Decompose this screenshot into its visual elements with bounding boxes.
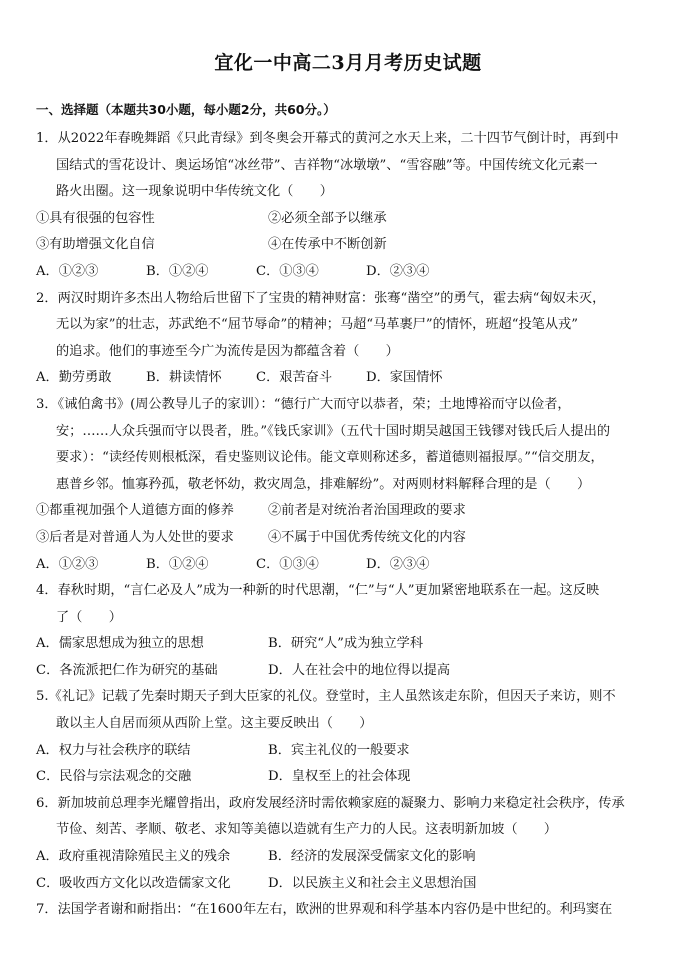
choice-c: C．①③④ [256,556,319,572]
choice-c: C．艰苦奋斗 [256,370,333,386]
question-7-line-1: 7．法国学者谢和耐指出：“在1600年左右，欧洲的世界观和科学基本内容仍是中世纪的。利玛窦在 [36,902,613,918]
statement-2: ②前者是对统治者治国理政的要求 [268,503,466,519]
choice-c: C．民俗与宗法观念的交融 [36,769,192,785]
choice-d: D．②③④ [366,263,430,279]
question-1-line-3: 路火出圈。这一现象说明中华传统文化（ ） [56,184,333,200]
choice-c: C．各流派把仁作为研究的基础 [36,662,218,678]
question-3-line-4: 惠普乡邻。恤寡矜孤，敬老怀幼，救灾周急，排难解纷”。对两则材料解释合理的是（ ） [56,476,591,492]
choice-b: B．耕读情怀 [146,370,222,386]
question-3-line-3: 要求）：“读经传则根柢深，看史鉴则议论伟。能文章则称述多，蓄道德则福报厚。”“信交朋友， [56,450,604,466]
choice-a: A．儒家思想成为独立的思想 [36,636,204,652]
choice-b: B．研究“人”成为独立学科 [268,636,424,652]
question-4 [36,578,660,684]
question-1-line-1: 1．从2022年春晚舞蹈《只此青绿》到冬奥会开幕式的黄河之水天上来，二十四节气倒计时，再到中 [36,131,619,146]
question-5 [36,684,660,790]
choice-c: C．吸收西方文化以改造儒家文化 [36,875,231,891]
question-3-statements-row-1 [36,498,660,525]
question-2 [36,286,660,392]
question-1 [36,126,660,286]
statement-3: ③有助增强文化自信 [36,237,155,253]
question-1-statements-row-2 [36,232,660,259]
question-6-choices-row-1 [36,844,660,871]
choice-a: A．①②③ [36,556,99,572]
statement-3: ③后者是对普通人为人处世的要求 [36,529,234,545]
question-2-line-1: 2．两汉时期许多杰出人物给后世留下了宝贵的精神财富：张骞“凿空”的勇气，霍去病“匈奴未灭， [36,290,606,306]
question-2-choices [36,365,660,392]
question-5-choices-row-2 [36,764,660,791]
question-2-line-2: 无以为家”的壮志，苏武绝不“屈节辱命”的精神；马超“马革裹尸”的情怀，班超“投笔从戎” [56,317,578,333]
question-3-statements-row-2 [36,525,660,552]
question-2-line-3: 的追求。他们的事迹至今广为流传是因为都蕴含着（ ） [56,343,399,359]
question-1-choices [36,259,660,286]
choice-b: B．经济的发展深受儒家文化的影响 [268,849,476,865]
choice-a: A．权力与社会秩序的联结 [36,742,191,758]
question-1-line-2: 国结式的雪花设计、奥运场馆“冰丝带”、吉祥物“冰墩墩”、“雪容融”等。中国传统文化元素一 [56,157,598,173]
choice-d: D．以民族主义和社会主义思想治国 [268,875,477,891]
choice-d: D．②③④ [366,556,430,572]
question-4-line-1: 4．春秋时期，“言仁必及人”成为一种新的时代思潮，“仁”与“人”更加紧密地联系在一起。这反映 [36,583,600,599]
choice-d: D．人在社会中的地位得以提高 [268,662,451,678]
choice-c: C．①③④ [256,263,319,279]
statement-4: ④在传承中不断创新 [268,237,387,253]
question-6 [36,791,660,897]
question-6-choices-row-2 [36,871,660,898]
statement-1: ①都重视加强个人道德方面的修养 [36,503,234,519]
question-4-choices-row-2 [36,658,660,685]
question-7 [36,897,660,924]
statement-2: ②必须全部予以继承 [268,210,387,226]
choice-b: B．①②④ [146,556,209,572]
question-3 [36,392,660,578]
question-5-line-1: 5.《礼记》记载了先秦时期天子到大臣家的礼仪。登堂时，主人虽然该走东阶，但因天子来访，则不 [36,689,616,705]
section-heading: 一、选择题（本题共30小题，每小题2分，共60分。） [36,102,336,117]
choice-a: A．勤劳勇敢 [36,370,112,386]
choice-d: D．皇权至上的社会体现 [268,769,411,785]
choice-b: B．①②④ [146,263,209,279]
page-title: 宜化一中高二3月月考历史试题 [214,52,482,74]
statement-4: ④不属于中国优秀传统文化的内容 [268,529,466,545]
statement-1: ①具有很强的包容性 [36,210,155,226]
question-5-choices-row-1 [36,738,660,765]
question-3-line-1: 3．《诫伯禽书》(周公教导儿子的家训）：“德行广大而守以恭者，荣；土地博裕而守以俭者， [36,396,571,412]
question-6-line-2: 节俭、刻苦、孝顺、敬老、求知等美德以造就有生产力的人民。这表明新加坡（ ） [56,822,558,838]
question-3-line-2: 安；……人众兵强而守以畏者，胜。”《钱氏家训》（五代十国时期吴越国王钱镠对钱氏后人提出的 [56,423,611,439]
question-3-choices [36,552,660,579]
question-1-statements-row-1 [36,206,660,233]
choice-b: B．宾主礼仪的一般要求 [268,742,410,758]
question-4-line-2: 了（ ） [56,609,122,625]
choice-a: A．①②③ [36,263,99,279]
question-6-line-1: 6．新加坡前总理李光耀曾指出，政府发展经济时需依赖家庭的凝聚力、影响力来稳定社会秩序，传承 [36,795,625,811]
choice-d: D．家国情怀 [366,370,443,386]
choice-a: A．政府重视清除殖民主义的残余 [36,849,231,865]
question-4-choices-row-1 [36,631,660,658]
question-5-line-2: 敢以主人自居而须从西阶上堂。这主要反映出（ ） [56,716,373,732]
